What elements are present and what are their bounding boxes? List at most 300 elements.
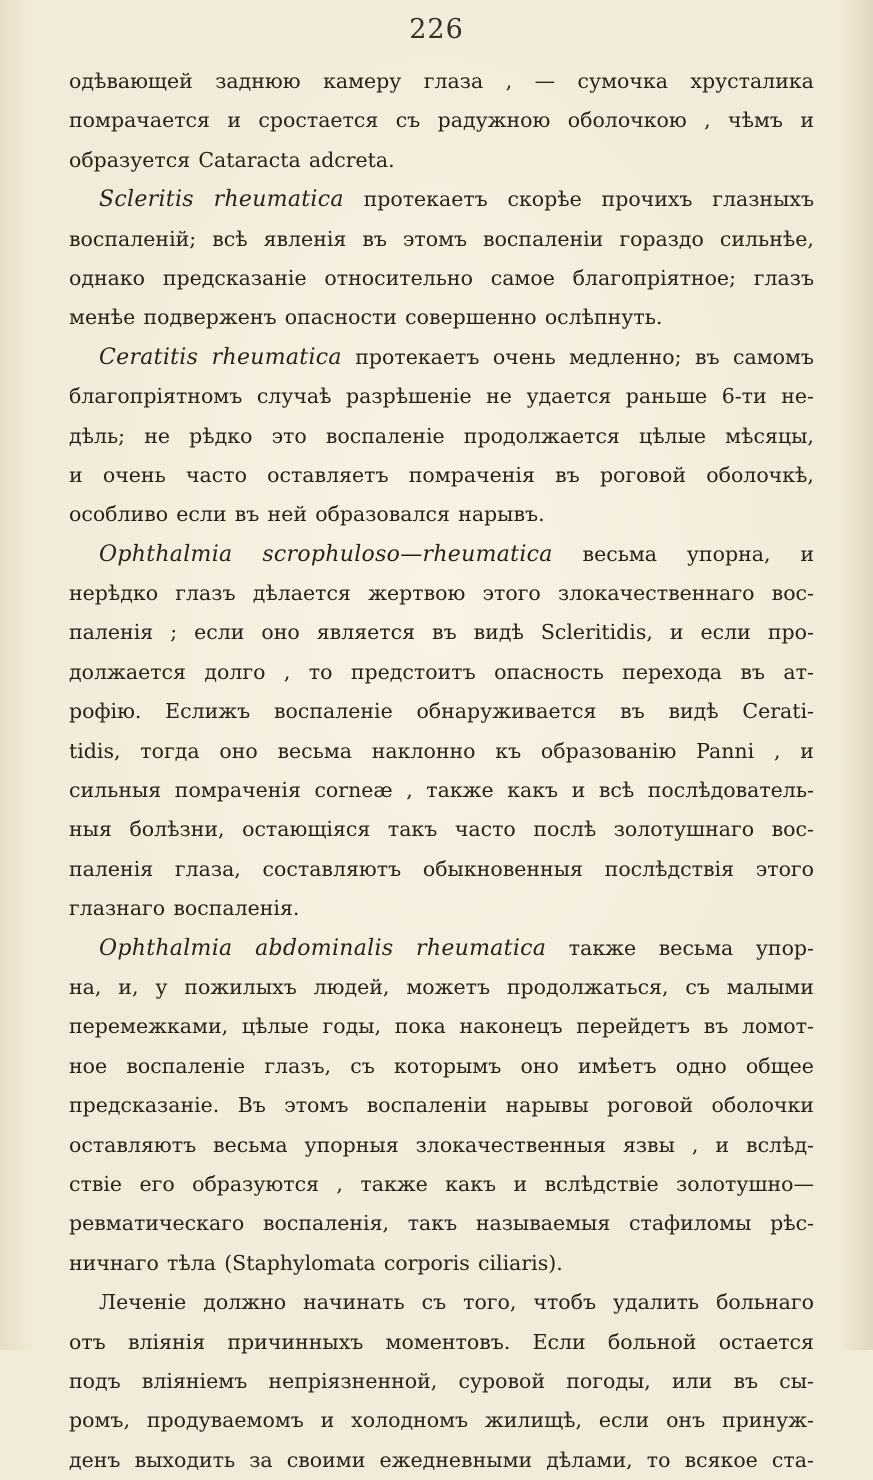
word: нарывы	[505, 1093, 589, 1118]
text-line	[69, 535, 814, 574]
word: оболочкою	[567, 108, 687, 133]
text-line	[69, 968, 814, 1007]
text-line	[69, 1126, 814, 1165]
word: и,	[118, 974, 139, 999]
word: ,	[505, 69, 513, 93]
word: если	[176, 502, 227, 527]
word: Panni	[696, 738, 755, 763]
text-line	[69, 732, 814, 771]
word: менѣе	[69, 305, 136, 330]
word: если	[700, 620, 751, 645]
word: радужною	[437, 108, 551, 133]
word: ;	[170, 620, 178, 645]
word: благопріятное;	[572, 265, 736, 290]
text-line	[69, 220, 814, 259]
word: людей,	[313, 974, 390, 999]
word: глаза	[423, 69, 484, 93]
word: abdominalis	[255, 935, 394, 961]
word: не	[486, 384, 512, 409]
word: самомъ	[732, 344, 814, 369]
text-line	[69, 929, 814, 968]
word: всѣ	[212, 226, 248, 251]
word: въ	[432, 620, 457, 645]
word: ,	[691, 1132, 699, 1157]
word: наконецъ	[459, 1014, 563, 1039]
word: 6-ти	[721, 384, 767, 409]
text-line	[69, 180, 814, 219]
word: ,	[336, 1171, 343, 1196]
word: ста-	[771, 1447, 814, 1472]
word: съ	[350, 1053, 375, 1078]
word: если	[194, 620, 245, 645]
word: оно	[520, 1053, 559, 1078]
word: жилищѣ,	[484, 1408, 583, 1433]
word: ныя	[69, 817, 112, 842]
word: сильнѣе,	[719, 226, 814, 251]
text-line	[69, 653, 814, 692]
text-line	[69, 1165, 814, 1204]
text-line	[69, 613, 814, 652]
word: и	[800, 108, 814, 133]
word: однако	[69, 265, 146, 290]
word: rheumatica	[213, 187, 344, 213]
word: самое	[490, 265, 555, 290]
word: принуж-	[721, 1408, 814, 1433]
word: подверженъ	[143, 305, 277, 330]
word: воспаленія.	[173, 896, 300, 921]
word: въ	[555, 462, 580, 487]
word: продуваемомъ	[146, 1408, 304, 1433]
word: или	[671, 1368, 713, 1393]
word: остается	[718, 1329, 814, 1354]
word: жертвою	[368, 581, 466, 606]
word: гораздо	[619, 226, 704, 251]
text-line	[69, 456, 814, 495]
word: можетъ	[406, 974, 490, 999]
word: помрачается	[69, 108, 210, 133]
word: весьма	[582, 541, 658, 566]
word: воспаленіи	[483, 226, 604, 251]
word: воспаленій;	[69, 226, 197, 251]
word: стафиломы	[629, 1211, 752, 1236]
word: начинать	[303, 1290, 405, 1315]
word: и	[571, 778, 586, 803]
word: тогда	[140, 738, 200, 763]
text-line	[69, 417, 814, 456]
word: злокачественнаго	[558, 581, 755, 606]
word: особливо	[69, 502, 169, 527]
word: упорныя	[304, 1132, 399, 1157]
word: вос-	[771, 581, 814, 606]
word: и	[800, 541, 814, 566]
word: прочихъ	[601, 187, 693, 212]
text-line	[69, 1244, 814, 1283]
text-line	[69, 1441, 814, 1480]
word: Scleritidis,	[540, 620, 653, 645]
word: за	[249, 1447, 273, 1472]
word: погоды,	[566, 1368, 651, 1393]
word: Леченіе	[99, 1290, 187, 1315]
page-number: 226	[409, 14, 464, 45]
word: продолжается	[463, 423, 620, 448]
word: дѣлается	[252, 581, 351, 606]
word: также	[360, 1171, 428, 1196]
text-line	[69, 298, 814, 337]
word: не-	[781, 384, 814, 409]
word: пока	[394, 1014, 446, 1039]
text-line	[69, 1204, 814, 1243]
word: ней	[267, 502, 308, 527]
word: оставляетъ	[267, 462, 389, 487]
word: холодномъ	[351, 1408, 469, 1433]
word: въ	[620, 699, 645, 724]
word: такъ	[407, 1211, 458, 1236]
word: то	[308, 659, 333, 684]
word: tidis,	[69, 738, 121, 763]
text-line	[69, 1086, 814, 1125]
word: оно	[219, 738, 258, 763]
word: всѣ	[598, 778, 635, 803]
word: случаѣ	[256, 384, 332, 409]
text-line	[69, 771, 814, 810]
word: того,	[463, 1290, 517, 1315]
word: одѣвающей	[69, 69, 193, 93]
word: является	[316, 620, 416, 645]
word: помраченія	[174, 778, 301, 803]
word: ,	[773, 738, 781, 763]
word: очень	[102, 462, 166, 487]
word: не	[144, 423, 171, 448]
word: въ	[740, 659, 765, 684]
word: которымъ	[393, 1053, 502, 1078]
text-line	[69, 1047, 814, 1086]
word: вслѣд-	[746, 1132, 814, 1157]
word: обыкновенныя	[422, 856, 583, 881]
word: ,	[406, 778, 413, 803]
word: ствіе	[69, 1171, 123, 1196]
word: называемыя	[475, 1211, 611, 1236]
word: вслѣдствіе	[544, 1171, 659, 1196]
word: Scleritis	[99, 187, 194, 213]
word: опасности	[284, 305, 397, 330]
word: относительно	[324, 265, 473, 290]
word: Въ	[237, 1093, 266, 1118]
word: перемежками,	[69, 1014, 229, 1039]
word: Ceratitis	[99, 344, 199, 370]
word: дѣлами,	[546, 1447, 633, 1472]
word: удается	[526, 384, 612, 409]
text-line	[69, 495, 814, 534]
word: какъ	[507, 778, 559, 803]
word: перейдетъ	[576, 1014, 691, 1039]
word: часто	[185, 462, 247, 487]
word: оболочкѣ,	[706, 462, 814, 487]
word: протекаетъ	[355, 344, 480, 369]
word: глаза,	[174, 856, 241, 881]
word: ромъ,	[69, 1408, 130, 1433]
word: ,	[283, 659, 291, 684]
word: воспаленіе	[273, 699, 393, 724]
word: чтобъ	[533, 1290, 597, 1315]
text-line	[69, 1007, 814, 1046]
word: образовался	[315, 502, 450, 527]
text-line	[69, 810, 814, 849]
text-line	[69, 692, 814, 731]
word: про-	[767, 620, 814, 645]
word: adcreta.	[308, 147, 395, 172]
word: паленія	[69, 620, 154, 645]
text-line	[69, 338, 814, 377]
word: этомъ	[402, 226, 468, 251]
word: раньше	[625, 384, 708, 409]
word: ное	[69, 1053, 108, 1078]
word: подъ	[69, 1368, 121, 1393]
word: злокачественныя	[415, 1132, 606, 1157]
word: ломот-	[741, 1014, 814, 1039]
word: также	[568, 935, 637, 960]
word: съ	[395, 108, 421, 133]
word: въ	[703, 1014, 729, 1039]
text-line	[69, 1362, 814, 1401]
word: составляютъ	[262, 856, 402, 881]
word: выходить	[134, 1447, 236, 1472]
word: тѣла	[167, 1250, 216, 1275]
word: corneæ	[314, 778, 393, 803]
word: цѣлые	[241, 1014, 309, 1039]
word: глазнаго	[69, 896, 166, 921]
word: воспаленіе	[325, 423, 445, 448]
word: вліянія	[127, 1329, 206, 1354]
word: явленія	[263, 226, 347, 251]
word: предстоитъ	[350, 659, 476, 684]
word: этомъ	[284, 1093, 349, 1118]
word: сростается	[258, 108, 379, 133]
word: наклонно	[371, 738, 476, 763]
word: въ	[733, 1368, 759, 1393]
word: суровой	[458, 1368, 546, 1393]
word: причинныхъ	[227, 1329, 364, 1354]
word: рѣдко	[189, 423, 253, 448]
word: Cerati-	[742, 699, 814, 724]
word: вліяніемъ	[141, 1368, 248, 1393]
word: пожилыхъ	[184, 974, 297, 999]
word: —	[534, 69, 556, 93]
word: rheumatica	[416, 935, 547, 961]
word: это	[271, 423, 307, 448]
word: упорна,	[686, 541, 771, 566]
word: золотушнаго	[613, 817, 755, 842]
word: язвы	[622, 1132, 675, 1157]
word: сумочка	[577, 69, 668, 93]
word: весьма	[277, 738, 352, 763]
text-line	[69, 1401, 814, 1440]
word: воспаленіе	[126, 1053, 246, 1078]
word: предсказаніе	[162, 265, 307, 290]
word: остающіяся	[242, 817, 371, 842]
word: больнаго	[716, 1290, 814, 1315]
word: непріязненной,	[268, 1368, 438, 1393]
word: видѣ	[668, 699, 719, 724]
word: камеру	[323, 69, 402, 93]
word: малыми	[726, 974, 814, 999]
word: у	[155, 974, 168, 999]
word: всякое	[684, 1447, 758, 1472]
body-text	[69, 62, 814, 1480]
word: помраченія	[408, 462, 535, 487]
word: Ophthalmia	[99, 541, 233, 567]
word: благопріятномъ	[69, 384, 243, 409]
word: образуются	[192, 1171, 319, 1196]
word: Cataracta	[198, 147, 301, 172]
word: весьма	[213, 1132, 288, 1157]
word: роговой	[599, 462, 687, 487]
word: разрѣшеніе	[346, 384, 472, 409]
word: должается	[69, 659, 186, 684]
text-line	[69, 1283, 814, 1322]
word: съ	[685, 974, 710, 999]
word: опасность	[494, 659, 604, 684]
word: медленно;	[569, 344, 682, 369]
word: совершенно	[405, 305, 537, 330]
word: сы-	[779, 1368, 814, 1393]
word: въ	[694, 344, 720, 369]
text-line	[69, 1323, 814, 1362]
word: удалить	[613, 1290, 700, 1315]
text-line	[69, 62, 814, 101]
word: scrophuloso—rheumatica	[262, 541, 553, 567]
word: глазъ	[175, 581, 236, 606]
word: его	[139, 1171, 175, 1196]
word: къ	[495, 738, 522, 763]
word: нарывъ.	[458, 502, 545, 527]
word: съ	[421, 1290, 447, 1315]
word: если	[598, 1408, 650, 1433]
word: и	[227, 108, 242, 133]
word: глазныхъ	[712, 187, 814, 212]
word: оболочки	[711, 1093, 814, 1118]
word: такъ	[387, 817, 438, 842]
word: ослѣпнуть.	[544, 305, 663, 330]
word: въ	[234, 502, 260, 527]
word: весьма	[658, 935, 734, 960]
word: и	[715, 1132, 730, 1157]
word: какъ	[445, 1171, 497, 1196]
word: онъ	[666, 1408, 706, 1433]
word: воспаленіи	[366, 1093, 488, 1118]
word: чѣмъ	[728, 108, 783, 133]
text-line	[69, 101, 814, 140]
word: должно	[203, 1290, 287, 1315]
word: денъ	[69, 1447, 121, 1472]
word: Еслижъ	[165, 699, 251, 724]
word: ревматическаго	[69, 1211, 245, 1236]
word: этого	[755, 856, 814, 881]
text-line	[69, 259, 814, 298]
text-line	[69, 850, 814, 889]
word: оно	[261, 620, 300, 645]
text-line	[69, 141, 814, 180]
word: Если	[532, 1329, 586, 1354]
word: имѣетъ	[578, 1053, 657, 1078]
text-line	[69, 377, 814, 416]
word: своими	[286, 1447, 366, 1472]
word: и	[513, 1171, 528, 1196]
word: моментовъ.	[385, 1329, 511, 1354]
word: рѣс-	[770, 1211, 814, 1236]
word: отъ	[69, 1329, 106, 1354]
word: въ	[362, 226, 387, 251]
word: ежедневными	[379, 1447, 533, 1472]
word: то	[646, 1447, 671, 1472]
word: больной	[607, 1329, 697, 1354]
word: общее	[745, 1053, 814, 1078]
word: одно	[675, 1053, 727, 1078]
word: образованію	[540, 738, 677, 763]
word: воспаленія,	[262, 1211, 390, 1236]
word: роговой	[607, 1093, 694, 1118]
word: глазъ,	[264, 1053, 332, 1078]
word: (Staphylomata	[224, 1250, 376, 1275]
word: ничнаго	[69, 1250, 159, 1275]
word: и	[320, 1408, 335, 1433]
word: дѣль;	[69, 423, 126, 448]
word: оставляютъ	[69, 1132, 197, 1157]
word: нерѣдко	[69, 581, 159, 606]
word: цѣлые	[639, 423, 707, 448]
word: и	[69, 462, 83, 487]
word: часто	[454, 817, 516, 842]
word: ат-	[783, 659, 814, 684]
word: на,	[69, 974, 102, 999]
word: образуется	[69, 147, 191, 172]
word: золотушно—	[676, 1171, 814, 1196]
word: хрусталика	[690, 69, 814, 93]
word: продолжаться,	[506, 974, 669, 999]
text-line	[69, 574, 814, 613]
word: видѣ	[473, 620, 524, 645]
word: этого	[482, 581, 541, 606]
word: упор-	[755, 935, 814, 960]
word: обнаруживается	[416, 699, 597, 724]
word: рофію.	[69, 699, 142, 724]
word: скорѣе	[507, 187, 582, 212]
word: очень	[492, 344, 556, 369]
word: ciliaris).	[477, 1250, 563, 1275]
word: болѣзни,	[129, 817, 225, 842]
word: послѣдствія	[604, 856, 735, 881]
word: долго	[204, 659, 266, 684]
word: и	[800, 738, 814, 763]
word: также	[426, 778, 494, 803]
word: годы,	[322, 1014, 382, 1039]
word: предсказаніе.	[69, 1093, 220, 1118]
word: и	[669, 620, 684, 645]
word: паленія	[69, 856, 154, 881]
word: послѣ	[533, 817, 597, 842]
word: послѣдователь-	[647, 778, 814, 803]
word: сильныя	[69, 778, 162, 803]
word: ,	[704, 108, 711, 133]
word: вос-	[771, 817, 814, 842]
word: протекаетъ	[363, 187, 488, 212]
text-line	[69, 889, 814, 928]
word: corporis	[383, 1250, 470, 1275]
word: глазъ	[753, 265, 814, 290]
word: Ophthalmia	[99, 935, 233, 961]
word: rheumatica	[211, 344, 342, 370]
word: заднюю	[215, 69, 301, 93]
word: мѣсяцы,	[725, 423, 814, 448]
